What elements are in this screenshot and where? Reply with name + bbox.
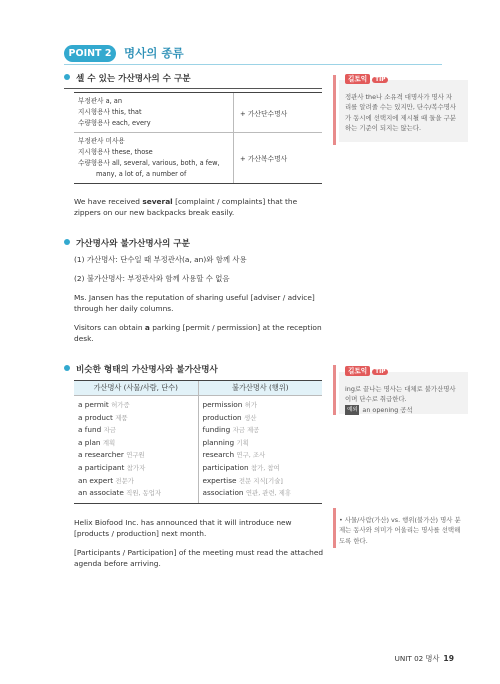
table-item [78,487,194,500]
meaning: 제품 [115,413,128,422]
section2-heading [64,238,190,250]
tip-label: 길토익 TIP [345,73,388,83]
example-sentence: Visitors can obtain a parking [permit / permission] at the reception desk. [74,323,322,343]
note-accent [333,365,336,415]
meaning: 계획 [102,438,116,447]
table-item [78,449,194,462]
cell-line: 부정관사 a, an [78,97,123,105]
word: a product [78,412,113,422]
side-note: • 사물/사람(가산) vs. 행위(불가산) 명사 분제는 동사와 의미가 어울리는 명사를 선택해 도록 한다. [339,516,461,545]
page-title: 명사의 종류 [124,46,184,60]
unit-label: UNIT 02 명사 [394,654,440,663]
word: association [202,488,244,498]
table-item [78,437,194,450]
table-item [203,412,319,425]
word: a permit [78,400,109,409]
table-item [203,437,319,450]
point-badge: POINT 2 [64,45,116,62]
meaning: 연구원 [126,451,145,460]
table-item [203,424,319,437]
word: permission [202,400,243,409]
page-number: 19 [443,654,454,663]
note-accent [333,508,336,548]
meaning: 연관, 관련, 제휴 [245,489,292,498]
section3-heading-text: 비슷한 형태의 가산명사와 불가산명사 [76,365,218,375]
word: planning [202,437,235,447]
word: participation [202,462,249,472]
meaning: 기획 [236,438,249,447]
word: a fund [78,425,102,435]
tip-note-1 [339,75,468,142]
word: an associate [78,488,124,498]
cell-line: 수량형용사 each, every [78,119,151,127]
column-header: 불가산명사 (행위) [232,383,289,392]
meaning: 전문가 [115,476,134,485]
table-item [78,462,194,475]
word: an expert [78,475,114,485]
word: production [202,412,242,422]
bullet-icon [64,239,70,245]
word: expertise [202,475,237,485]
section2-heading-text: 가산명사와 불가산명사의 구분 [76,239,190,249]
cell-line: many, a lot of, a number of [96,170,187,178]
meaning: 허가 [244,401,258,409]
table-item [78,424,194,437]
example-sentence: Ms. Jansen has the reputation of sharing useful [adviser / advice] through her daily columns. [74,293,315,313]
page-footer [395,654,454,664]
meaning: 참가자 [126,463,146,472]
note-text: 정관사 the나 소유격 대명사가 명사 자리를 알려줄 수는 있지만, 단수/복수명사가 동시에 선택지에 제시될 때 둘을 구분하는 기준이 되지는 않는다. [345,93,457,133]
noun-comparison-table [74,380,322,504]
table-row [74,93,322,132]
note-text: ing로 끝나는 명사는 대체로 불가산명사이며 단수로 취급한다. 예외 an opening 공석 [345,385,456,414]
table-cell: + 가산단수명사 [240,109,288,118]
meaning: 참가, 참여 [250,463,280,472]
bullet-icon [64,365,70,371]
section1-rule [64,88,322,89]
cell-line: 지시형용사 this, that [78,108,142,116]
example-sentence: Helix Biofood Inc. has announced that it will introduce new [products / production] next month. [74,518,292,538]
bullet-icon [64,74,70,80]
tip-note-2 [339,367,468,414]
quantifier-table [74,92,322,184]
table-item [203,399,319,412]
word: funding [202,425,231,435]
meaning: 자금 제공 [232,426,260,435]
cell-line: 지시형용사 these, those [78,148,153,156]
example-tag: 예외 [345,405,359,415]
note-accent [333,75,336,145]
cell-line: 수량형용사 all, several, various, both, a few, [78,159,220,167]
meaning: 전문 지식[기술] [238,476,283,485]
table-item [203,487,319,500]
word: a participant [78,462,125,472]
meaning: 자금 [103,426,116,435]
uncountable-column [199,396,323,503]
tip-label: 길토익 TIP [345,365,388,375]
section1-heading [64,73,191,85]
table-cell [74,133,234,183]
rule-line: (1) 가산명사: 단수일 때 부정관사(a, an)와 함께 사용 [74,255,247,264]
meaning: 직원, 동업자 [126,489,162,498]
meaning: 생산 [244,413,257,422]
word: a researcher [78,450,124,460]
section1-heading-text: 셀 수 있는 가산명사의 수 구분 [76,74,191,84]
example-sentence: We have received several [complaint / complaints] that the zippers on our new backpacks break easily. [74,197,298,217]
cell-line: 부정관사 미사용 [78,137,125,145]
table-item [78,412,194,425]
table-item [203,449,319,462]
column-header: 가산명사 (사물/사람, 단수) [74,381,199,395]
table-cell: + 가산복수명사 [240,155,288,163]
meaning: 허가증 [111,401,130,409]
rule-line: (2) 불가산명사: 부정관사와 함께 사용할 수 없음 [74,274,230,283]
table-cell [74,93,234,132]
header-divider [64,64,442,65]
table-item [203,462,319,475]
example-sentence: [Participants / Participation] of the meeting must read the attached agenda before arriving. [74,548,324,568]
table-header [74,381,322,396]
section3-heading [64,364,218,376]
word: a plan [78,437,101,447]
table-row [74,132,322,183]
countable-column [74,396,199,503]
table-item [78,475,194,488]
meaning: 연구, 조사 [236,451,266,460]
table-item [203,475,319,488]
table-item [78,399,194,412]
word: research [202,450,235,460]
